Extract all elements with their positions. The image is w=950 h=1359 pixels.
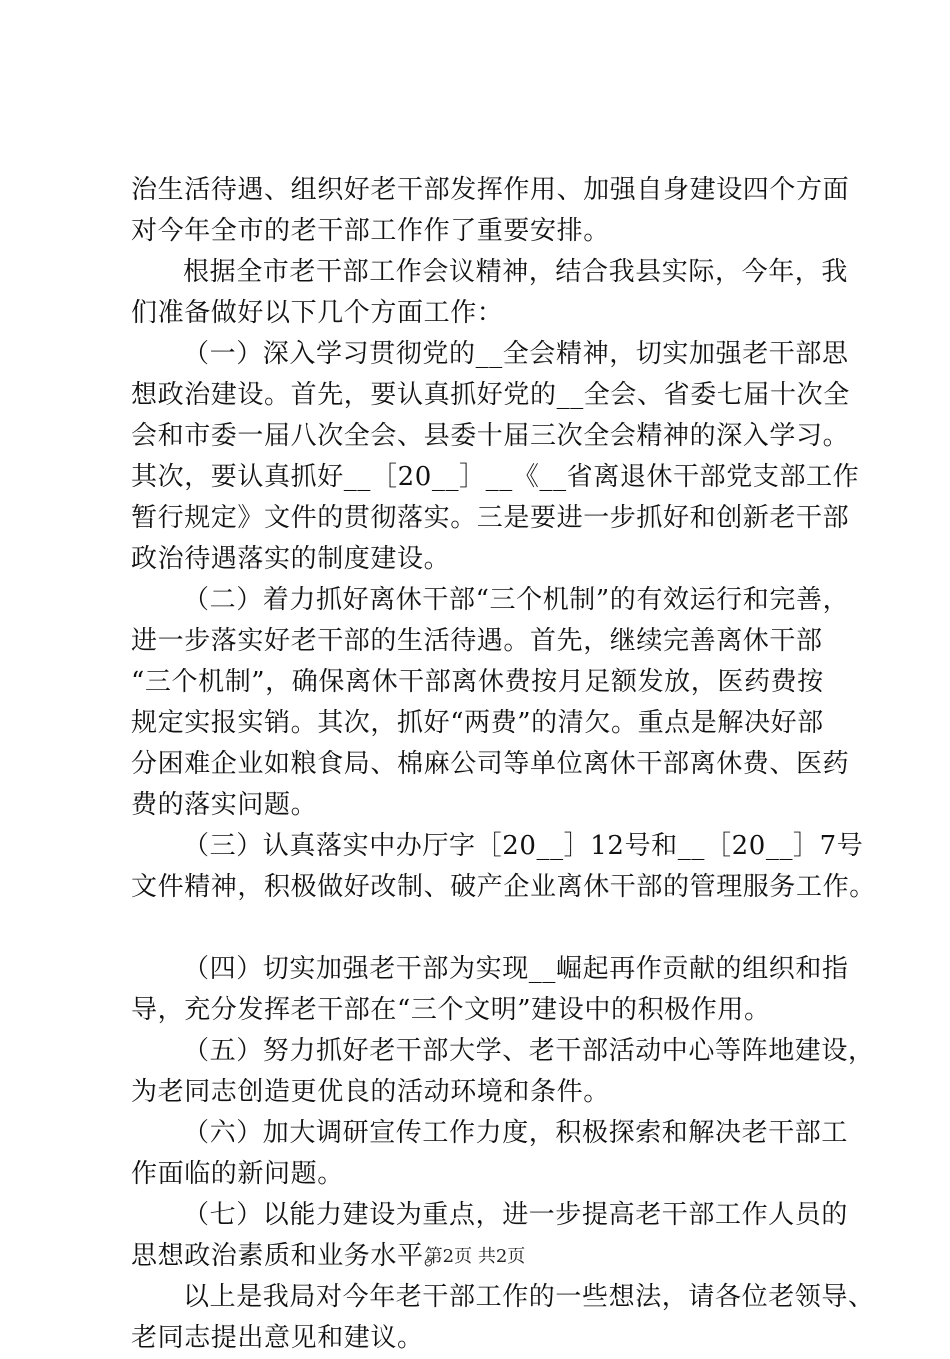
paragraph-line: 们准备做好以下几个方面工作：	[131, 298, 504, 328]
paragraph-line: （一）深入学习贯彻党的__全会精神，切实加强老干部思	[183, 339, 849, 369]
paragraph-line: （二）着力抓好离休干部“三个机制”的有效运行和完善，	[183, 585, 850, 615]
paragraph-line: 根据全市老干部工作会议精神，结合我县实际，今年，我	[183, 257, 849, 287]
document-body	[131, 170, 876, 1359]
paragraph-line: （三）认真落实中办厅字［20__］12号和__［20__］7号	[183, 831, 864, 861]
page-number-footer: 第2页 共2页	[424, 1246, 526, 1267]
paragraph-line: 作面临的新问题。	[131, 1159, 344, 1189]
paragraph-line: 分困难企业如粮食局、棉麻公司等单位离休干部离休费、医药	[131, 749, 850, 779]
paragraph-line: 政治待遇落实的制度建设。	[131, 544, 451, 574]
paragraph-line: 对今年全市的老干部工作作了重要安排。	[131, 216, 610, 246]
paragraph-line: 为老同志创造更优良的活动环境和条件。	[131, 1077, 610, 1107]
paragraph-line: 暂行规定》文件的贯彻落实。三是要进一步抓好和创新老干部	[131, 503, 850, 533]
paragraph-line: 文件精神，积极做好改制、破产企业离休干部的管理服务工作。	[131, 872, 876, 902]
paragraph-line: 规定实报实销。其次，抓好“两费”的清欠。重点是解决好部	[131, 708, 824, 738]
paragraph-line: 导，充分发挥老干部在“三个文明”建设中的积极作用。	[131, 995, 771, 1025]
paragraph-line: 想政治建设。首先，要认真抓好党的__全会、省委七届十次全	[131, 380, 850, 410]
paragraph-line: 会和市委一届八次全会、县委十届三次全会精神的深入学习。	[131, 421, 850, 451]
paragraph-line: 进一步落实好老干部的生活待遇。首先，继续完善离休干部	[131, 626, 823, 656]
paragraph-line: 老同志提出意见和建议。	[131, 1323, 424, 1353]
paragraph-line: 其次，要认真抓好__［20__］__《__省离退休干部党支部工作	[131, 462, 860, 492]
paragraph-line: 思想政治素质和业务水平。	[131, 1241, 451, 1271]
paragraph-line: （五）努力抓好老干部大学、老干部活动中心等阵地建设，	[183, 1036, 875, 1066]
paragraph-line: 以上是我局对今年老干部工作的一些想法，请各位老领导、	[183, 1282, 875, 1312]
paragraph-line: （七）以能力建设为重点，进一步提高老干部工作人员的	[183, 1200, 849, 1230]
paragraph-line: “三个机制”，确保离休干部离休费按月足额发放，医药费按	[131, 667, 824, 697]
paragraph-line: （六）加大调研宣传工作力度，积极探索和解决老干部工	[183, 1118, 849, 1148]
blank-line	[131, 908, 831, 949]
paragraph-line: （四）切实加强老干部为实现__崛起再作贡献的组织和指	[183, 954, 849, 984]
paragraph-line: 费的落实问题。	[131, 790, 318, 820]
paragraph-line: 治生活待遇、组织好老干部发挥作用、加强自身建设四个方面	[131, 175, 850, 205]
